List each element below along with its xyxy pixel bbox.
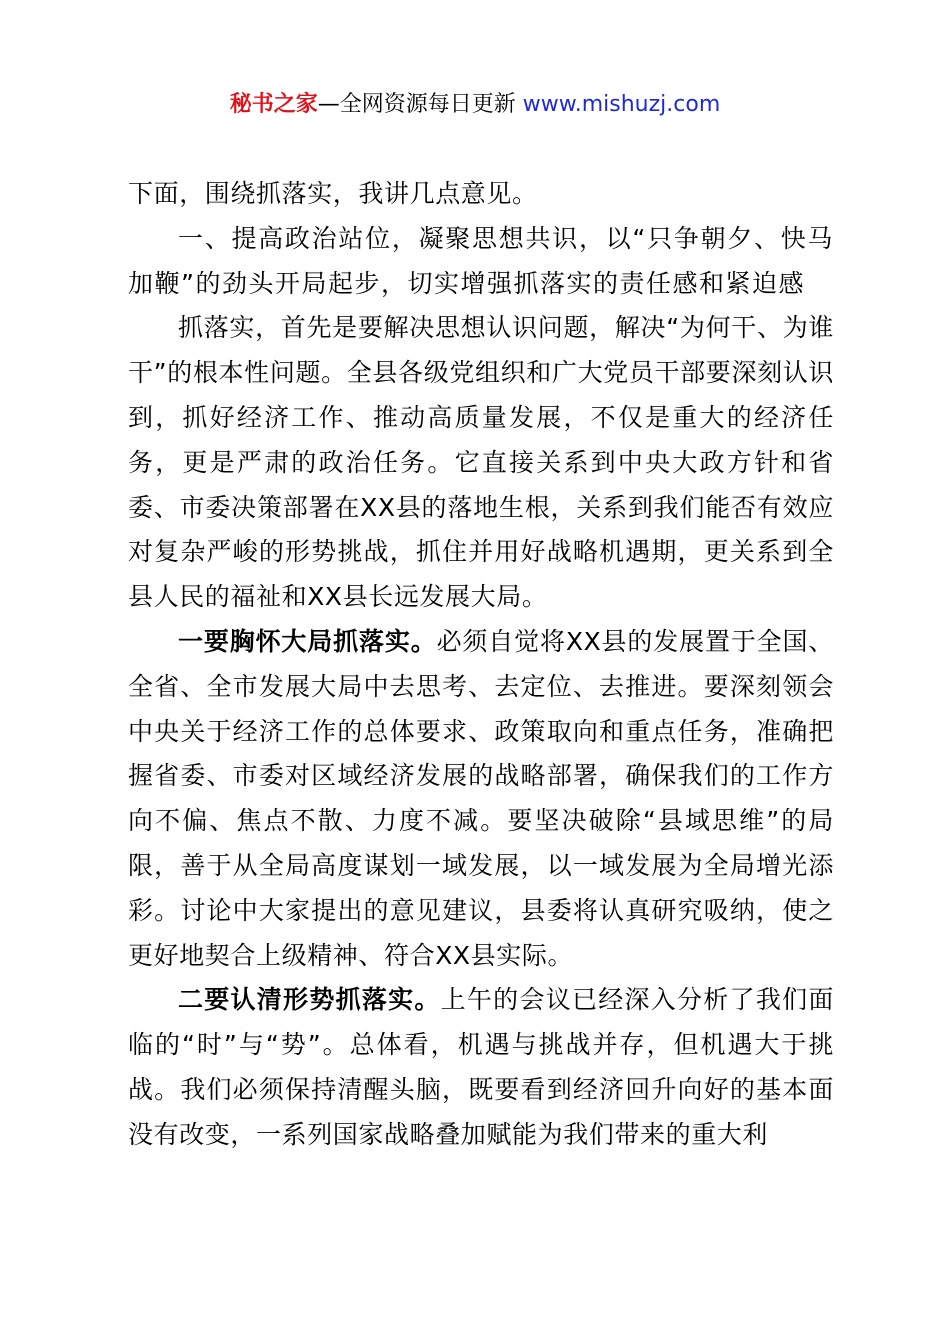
header-tagline: —全网资源每日更新 bbox=[317, 92, 523, 117]
body-paragraph-2 bbox=[128, 620, 834, 978]
intro-paragraph: 下面，围绕抓落实，我讲几点意见。 bbox=[128, 179, 538, 208]
brand-name: 秘书之家 bbox=[229, 92, 318, 117]
paragraph-2-body: 必须自觉将XX县的发展置于全国、全省、全市发展大局中去思考、去定位、去推进。要深刻领会中央关于经济工作的总体要求、政策取向和重点任务，准确把握省委、市委对区域经济发展的战略部署，确保我们的工作方向不偏、焦点不散、力度不减。要坚决破除“县域思维”的局限，善于从全局高度谋划一域发展，以一域发展为全局增光添彩。讨论中大家提出的意见建议，县委将认真研究吸纳，使之更好地契合上级精神、符合XX县实际。 bbox=[128, 626, 834, 970]
document-body bbox=[128, 172, 834, 1158]
section-heading: 一、提高政治站位，凝聚思想共识，以“只争朝夕、快马加鞭”的劲头开局起步，切实增强抓落实的责任感和紧迫感 bbox=[128, 223, 834, 298]
body-paragraph-1: 抓落实，首先是要解决思想认识问题，解决“为何干、为谁干”的根本性问题。全县各级党组织和广大党员干部要深刻认识到，抓好经济工作、推动高质量发展，不仅是重大的经济任务，更是严肃的政治任务。它直接关系到中央大政方针和省委、市委决策部署在XX县的落地生根，关系到我们能否有效应对复杂严峻的形势挑战，抓住并用好战略机遇期，更关系到全县人民的福祉和XX县长远发展大局。 bbox=[128, 313, 834, 612]
site-url-link[interactable]: www.mishuzj.com bbox=[522, 92, 721, 117]
paragraph-3-lead: 二要认清形势抓落实。 bbox=[178, 985, 441, 1015]
paragraph-2-lead: 一要胸怀大局抓落实。 bbox=[178, 626, 437, 656]
paragraph-3-body: 上午的会议已经深入分析了我们面临的“时”与“势”。总体看，机遇与挑战并存，但机遇大于挑战。我们必须保持清醒头脑，既要看到经济回升向好的基本面没有改变，一系列国家战略叠加赋能为我们带来的重大利 bbox=[128, 985, 834, 1149]
page-header bbox=[0, 88, 950, 122]
body-paragraph-3 bbox=[128, 978, 834, 1157]
